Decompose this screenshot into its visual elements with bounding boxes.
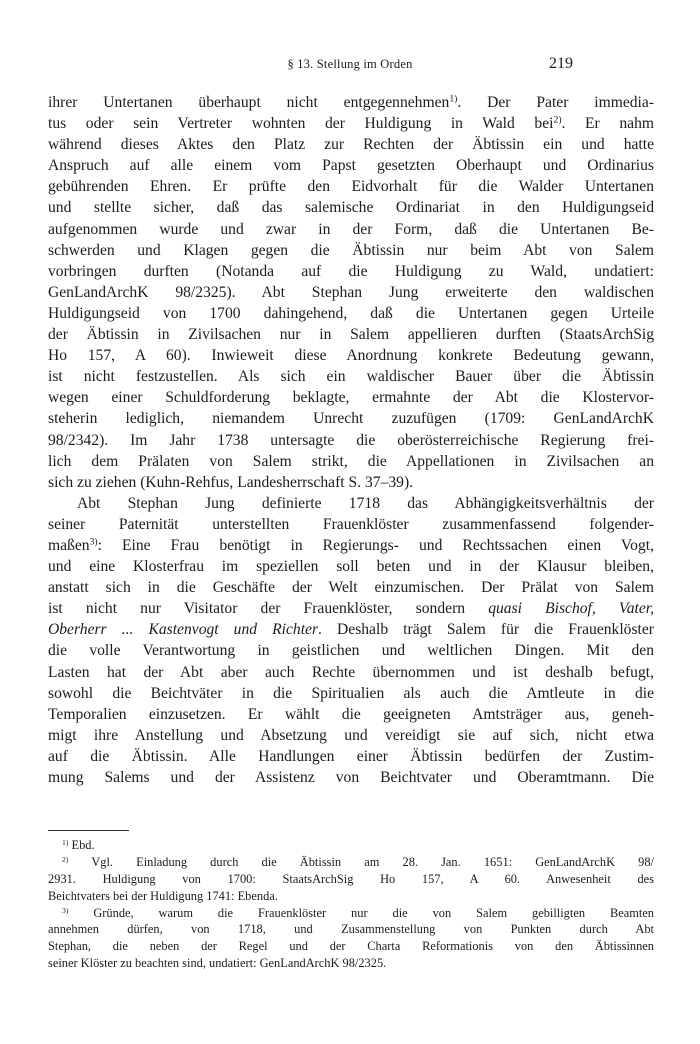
footnote-ref: 1)	[449, 93, 458, 105]
body-line: mung Salems und der Assistenz von Beichtvater und Oberamtmann. Die	[48, 769, 654, 786]
footnote-line: seiner Klöster zu beachten sind, undatiert: GenLandArchK 98/2325.	[48, 956, 387, 971]
body-line: ist nicht nur Visitator der Frauenklöster, sondern quasi Bischof, Vater,	[48, 600, 654, 618]
footnotes	[48, 837, 654, 972]
body-line: Huldigungseid von 1700 dahingehend, daß die Untertanen gegen Urteile	[48, 304, 654, 322]
body-line: Abt Stephan Jung definierte 1718 das Abhängigkeitsverhältnis der	[77, 494, 654, 512]
footnote-2: $^{2)}$ Vgl. Einladung durch die Äbtissin am 28. Jan. 1651: GenLandArchK 98/	[62, 854, 654, 869]
page-number: 219	[549, 55, 573, 72]
body-line: Anspruch auf alle einem vom Papst gesetzten Oberhaupt und Ordinarius	[48, 157, 654, 175]
running-title: § 13. Stellung im Orden	[287, 57, 413, 71]
footnote-line: 2931. Huldigung von 1700: StaatsArchSig Ho 157, A 60. Anwesenheit des	[48, 871, 654, 886]
body-line: Ho 157, A 60). Inwieweit diese Anordnung konkrete Bedeutung gewann,	[48, 347, 654, 365]
footnote-3: $^{3)}$ Gründe, warum die Frauenklöster nur die von Salem gebilligten Beamten	[62, 905, 654, 920]
running-header	[0, 55, 700, 75]
body-line: der Äbtissin in Zivilsachen nur in Salem appellieren durften (StaatsArchSig	[48, 326, 654, 344]
body-line: migt ihre Anstellung und Absetzung und vereidigt sie auf sich, nicht etwa	[48, 726, 654, 744]
body-line: Lasten hat der Abt aber auch Rechte übernommen und ist deshalb befugt,	[48, 663, 654, 681]
body-line: anstatt sich in die Geschäfte der Welt einzumischen. Der Prälat von Salem	[48, 579, 654, 597]
footnote-ref: 2)	[553, 114, 562, 126]
footnote-ref: 3)	[89, 536, 98, 548]
footnote-1: $^{1)}$ Ebd.	[62, 837, 95, 852]
body-line: GenLandArchK 98/2325). Abt Stephan Jung erweiterte den waldischen	[48, 283, 654, 301]
body-line: schwerden und Klagen gegen die Äbtissin nur beim Abt von Salem	[48, 241, 654, 259]
footnote-marker: 1)	[62, 837, 69, 847]
body-line: die volle Verantwortung in geistlichen und weltlichen Dingen. Mit den	[48, 642, 654, 660]
body-text	[48, 92, 654, 788]
body-line: seiner Paternität unterstellten Frauenklöster zusammenfassend folgender-	[48, 515, 654, 533]
footnote-marker: 3)	[62, 905, 69, 915]
body-line: Oberherr ... Kastenvogt und Richter. Deshalb trägt Salem für die Frauenklöster	[48, 621, 654, 639]
body-line: vorbringen durften (Notanda auf die Huldigung zu Wald, undatiert:	[48, 262, 654, 280]
body-line: ihrer Untertanen überhaupt nicht entgegennehmen$^{1)}$. Der Pater immedia-	[48, 93, 654, 111]
body-line: 98/2342). Im Jahr 1738 untersagte die oberösterreichische Regierung frei-	[48, 431, 654, 449]
body-line: aufgenommen wurde und zwar in der Form, daß die Untertanen Be-	[48, 220, 654, 238]
footnote-rule	[48, 830, 129, 831]
body-line: sich zu ziehen (Kuhn-Rehfus, Landesherrschaft S. 37–39).	[48, 473, 414, 491]
footnote-marker: 2)	[62, 854, 69, 864]
footnote-line: annehmen dürfen, von 1718, und Zusammenstellung von Punkten durch Abt	[48, 922, 654, 937]
footnote-line: Beichtvaters bei der Huldigung 1741: Ebenda.	[48, 888, 278, 903]
body-line: tus oder sein Vertreter wohnten der Huldigung in Wald bei$^{2)}$. Er nahm	[48, 114, 655, 133]
body-line: gebührenden Ehren. Er prüfte den Eidvorhalt für die Walder Untertanen	[48, 178, 654, 196]
italic-phrase: quasi Bischof, Vater,	[488, 600, 654, 618]
body-line: und stellte sicher, daß das salemische Ordinariat in den Huldigungseid	[48, 199, 654, 217]
body-line: wegen einer Schuldforderung beklagte, ermahnte der Abt die Klostervor-	[48, 389, 654, 407]
body-line: lich dem Prälaten von Salem strikt, die Appellationen in Zivilsachen an	[48, 452, 654, 470]
footnote-line: Stephan, die neben der Regel und der Charta Reformationis von den Äbtissinnen	[48, 939, 654, 954]
body-line: während dieses Aktes den Platz zur Rechten der Äbtissin ein und hatte	[48, 136, 654, 154]
body-line: steherin lediglich, niemandem Unrecht zuzufügen (1709: GenLandArchK	[48, 410, 654, 428]
body-line: Temporalien einzusetzen. Er wählt die geeigneten Amtsträger aus, geneh-	[48, 705, 654, 723]
italic-phrase: Oberherr ... Kastenvogt und Richter	[48, 621, 319, 639]
body-line: auf die Äbtissin. Alle Handlungen einer Äbtissin bedürfen der Zustim-	[48, 747, 654, 765]
body-line: ist nicht festzustellen. Als sich ein waldischer Bauer über die Äbtissin	[48, 368, 654, 386]
body-line: maßen$^{3)}$: Eine Frau benötigt in Regierungs- und Rechtssachen einen Vogt,	[48, 536, 654, 554]
body-line: sowohl die Beichtväter in die Spiritualien als auch die Amtleute in die	[48, 684, 654, 702]
body-line: und eine Klosterfrau im speziellen soll beten und in der Klausur bleiben,	[48, 558, 654, 576]
